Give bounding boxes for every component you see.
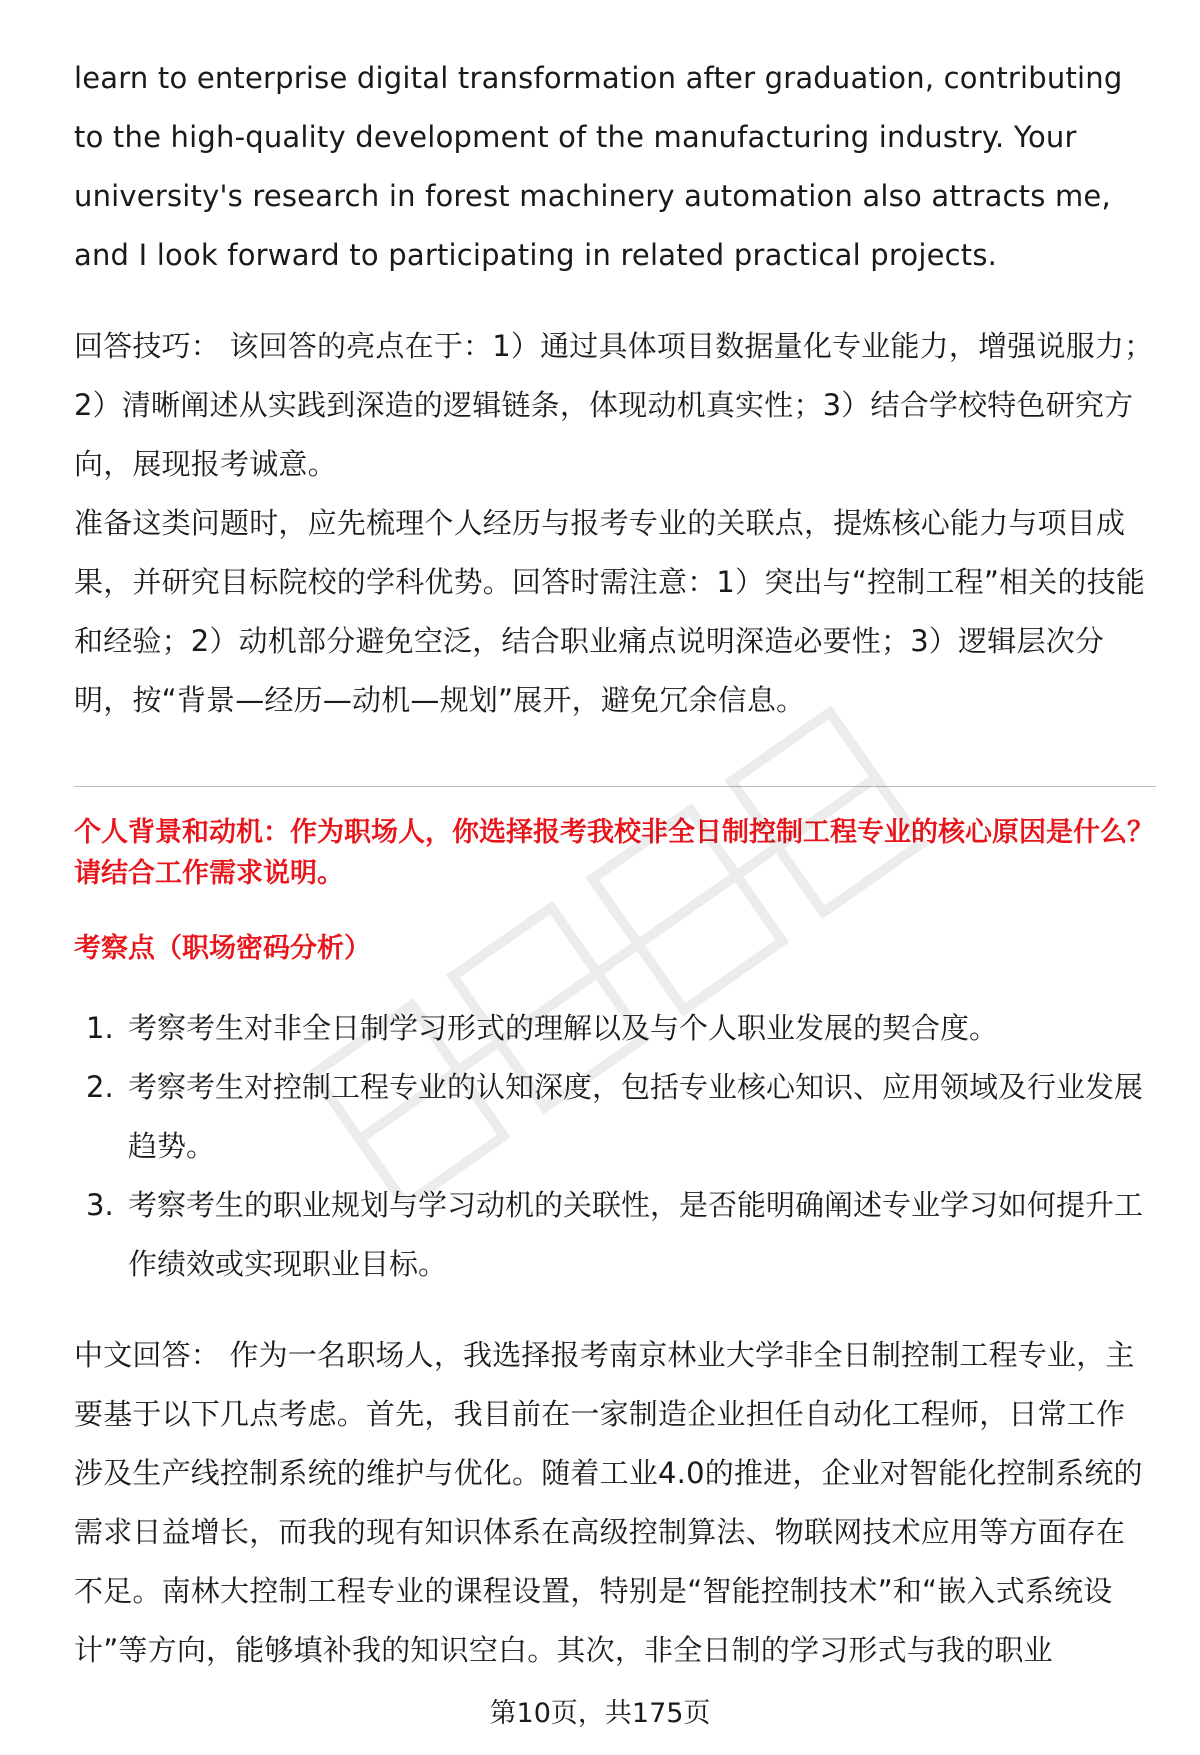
list-item-text: 考察考生的职业规划与学习动机的关联性，是否能明确阐述专业学习如何提升工作绩效或实现职业目标。: [128, 1188, 1144, 1281]
document-page: [74, 0, 1154, 1755]
assessment-points-list: [74, 999, 1154, 1294]
chinese-answer-paragraph: 中文回答： 作为一名职场人，我选择报考南京林业大学非全日制控制工程专业，主要基于以下几点考虑。首先，我目前在一家制造企业担任自动化工程师，日常工作涉及生产线控制系统的维护与优化。随着工业4.0的推进，企业对智能化控制系统的需求日益增长，而我的现有知识体系在高级控制算法、物联网技术应用等方面存在不足。南林大控制工程专业的课程设置，特别是“智能控制技术”和“嵌入式系统设计”等方向，能够填补我的知识空白。其次，非全日制的学习形式与我的职业: [74, 1338, 1143, 1667]
page-footer: 第10页，共175页: [489, 1698, 711, 1729]
list-item: [74, 999, 1154, 1058]
question-title: 个人背景和动机：作为职场人，你选择报考我校非全日制控制工程专业的核心原因是什么？请结合工作需求说明。: [74, 817, 1154, 889]
list-item-number: 1.: [86, 1011, 114, 1045]
section-divider: [74, 786, 1156, 787]
english-answer-tail: learn to enterprise digital transformation after graduation, contributing to the high-quality development of the manufacturing industry. Your university's research in forest machinery automation also attracts me, and I look forward to participating in related practical projects.: [74, 61, 1123, 272]
preparation-advice-paragraph: 准备这类问题时，应先梳理个人经历与报考专业的关联点，提炼核心能力与项目成果，并研究目标院校的学科优势。回答时需注意：1）突出与“控制工程”相关的技能和经验；2）动机部分避免空泛，结合职业痛点说明深造必要性；3）逻辑层次分明，按“背景—经历—动机—规划”展开，避免冗余信息。: [74, 506, 1146, 717]
list-item-number: 3.: [86, 1188, 114, 1222]
list-item-text: 考察考生对非全日制学习形式的理解以及与个人职业发展的契合度。: [128, 1011, 999, 1045]
list-item: [74, 1176, 1154, 1294]
section-heading: 考察点（职场密码分析）: [74, 933, 371, 964]
list-item: [74, 1058, 1154, 1176]
list-item-number: 2.: [86, 1070, 114, 1104]
list-item-text: 考察考生对控制工程专业的认知深度，包括专业核心知识、应用领域及行业发展趋势。: [128, 1070, 1144, 1163]
answer-tips-paragraph: 回答技巧： 该回答的亮点在于：1）通过具体项目数据量化专业能力，增强说服力；2）清晰阐述从实践到深造的逻辑链条，体现动机真实性；3）结合学校特色研究方向，展现报考诚意。: [74, 329, 1154, 481]
